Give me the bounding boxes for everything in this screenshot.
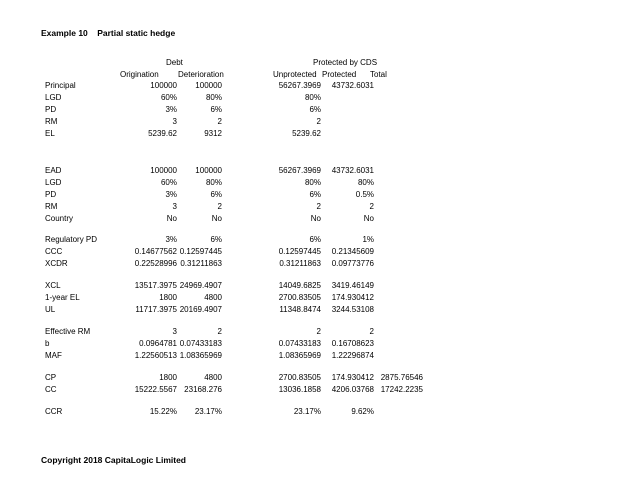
- cell-c4: 174.930412: [331, 373, 374, 382]
- cell-c3: 6%: [309, 190, 321, 199]
- row-label: UL: [45, 305, 56, 314]
- cell-c2: 0.31211863: [180, 259, 222, 268]
- cell-c2: 0.12597445: [179, 247, 222, 256]
- cell-c3: 0.12597445: [278, 247, 321, 256]
- row-label: RM: [45, 202, 58, 211]
- cell-c1: 3: [172, 327, 177, 336]
- row-label: CP: [45, 373, 57, 382]
- cell-c1: 1.22560513: [134, 351, 177, 360]
- header-protected: Protected: [322, 70, 357, 79]
- cell-c4: 0.16708623: [331, 339, 374, 348]
- row-label: EAD: [45, 166, 62, 175]
- cell-c4: No: [363, 214, 374, 223]
- row-label: CCR: [45, 407, 63, 416]
- cell-c4: 80%: [357, 178, 374, 187]
- cell-c1: 0.14677562: [134, 247, 177, 256]
- row-label: Regulatory PD: [45, 235, 98, 244]
- cell-c2: 100000: [195, 81, 222, 90]
- table-row: [0, 385, 638, 396]
- cell-c4: 174.930412: [331, 293, 374, 302]
- cell-c3: 2: [316, 202, 321, 211]
- row-label: 1-year EL: [45, 293, 80, 302]
- cell-c1: 60%: [160, 93, 177, 102]
- cell-c2: 80%: [205, 178, 222, 187]
- table-row: [0, 81, 638, 92]
- cell-c2: 20169.4907: [179, 305, 222, 314]
- cell-c1: No: [166, 214, 177, 223]
- table-row: [0, 235, 638, 246]
- row-label: Principal: [45, 81, 76, 90]
- cell-c2: 9312: [204, 129, 222, 138]
- cell-c3: 80%: [304, 93, 321, 102]
- table-row: [0, 305, 638, 316]
- header-origination: Origination: [120, 70, 159, 79]
- cell-c2: 4800: [204, 373, 222, 382]
- cell-c3: 2700.83505: [278, 373, 321, 382]
- table-row: [0, 259, 638, 270]
- row-label: CC: [45, 385, 57, 394]
- cell-c1: 3%: [165, 190, 177, 199]
- cell-c1: 11717.3975: [135, 305, 177, 314]
- row-label: MAF: [45, 351, 62, 360]
- cell-c4: 1.22296874: [331, 351, 374, 360]
- cell-c3: 6%: [309, 235, 321, 244]
- row-label: XCDR: [45, 259, 68, 268]
- cell-c4: 2: [369, 327, 374, 336]
- table-row: [0, 190, 638, 201]
- cell-c2: 80%: [205, 93, 222, 102]
- cell-c2: 1.08365969: [179, 351, 222, 360]
- table-row: [0, 178, 638, 189]
- cell-c2: 6%: [210, 235, 222, 244]
- cell-c4: 1%: [362, 235, 374, 244]
- table-row: [0, 293, 638, 304]
- cell-c2: 6%: [210, 190, 222, 199]
- table-row: [0, 407, 638, 418]
- cell-c4: 0.09773776: [331, 259, 374, 268]
- cell-c3: 2700.83505: [278, 293, 321, 302]
- cell-c3: 23.17%: [293, 407, 321, 416]
- cell-c4: 0.5%: [355, 190, 374, 199]
- row-label: PD: [45, 105, 57, 114]
- cell-c3: 11348.8474: [279, 305, 321, 314]
- cell-c2: 23.17%: [194, 407, 222, 416]
- header-deterioration: Deterioration: [178, 70, 224, 79]
- table-row: [0, 373, 638, 384]
- cell-c3: 0.07433183: [278, 339, 321, 348]
- table-row: [0, 214, 638, 225]
- cell-c3: 0.31211863: [279, 259, 321, 268]
- row-label: LGD: [45, 178, 62, 187]
- header-unprotected: Unprotected: [273, 70, 317, 79]
- table-row: [0, 327, 638, 338]
- cell-c3: 13036.1858: [278, 385, 321, 394]
- row-label: b: [45, 339, 50, 348]
- cell-c2: 6%: [210, 105, 222, 114]
- cell-c2: 24969.4907: [179, 281, 222, 290]
- table-row: [0, 117, 638, 128]
- cell-c4: 9.62%: [351, 407, 374, 416]
- cell-c1: 5239.62: [148, 129, 177, 138]
- header-debt: Debt: [166, 58, 183, 67]
- cell-c3: 56267.3969: [278, 81, 321, 90]
- cell-c3: 5239.62: [292, 129, 321, 138]
- table-row: [0, 129, 638, 140]
- cell-c4: 3419.46149: [331, 281, 374, 290]
- row-label: XCL: [45, 281, 61, 290]
- table-row: [0, 247, 638, 258]
- cell-c2: 100000: [195, 166, 222, 175]
- cell-c1: 100000: [150, 166, 177, 175]
- row-label: CCC: [45, 247, 63, 256]
- cell-c1: 15.22%: [149, 407, 177, 416]
- table-row: [0, 351, 638, 362]
- row-label: RM: [45, 117, 58, 126]
- cell-c1: 13517.3975: [134, 281, 177, 290]
- cell-c3: 56267.3969: [278, 166, 321, 175]
- cell-c2: No: [211, 214, 222, 223]
- cell-c2: 2: [217, 202, 222, 211]
- cell-c2: 4800: [204, 293, 222, 302]
- table-row: [0, 105, 638, 116]
- cell-c4: 43732.6031: [331, 166, 374, 175]
- cell-c4: 3244.53108: [331, 305, 374, 314]
- cell-c2: 0.07433183: [179, 339, 222, 348]
- cell-c4: 4206.03768: [331, 385, 374, 394]
- row-label: Country: [45, 214, 74, 223]
- row-label: PD: [45, 190, 57, 199]
- row-label: LGD: [45, 93, 62, 102]
- cell-c1: 0.22528996: [134, 259, 177, 268]
- cell-c1: 3: [172, 117, 177, 126]
- cell-c3: 2: [316, 327, 321, 336]
- cell-c5: 2875.76546: [380, 373, 423, 382]
- header-total: Total: [370, 70, 387, 79]
- row-label: Effective RM: [45, 327, 91, 336]
- cell-c1: 0.0964781: [139, 339, 177, 348]
- cell-c4: 0.21345609: [331, 247, 374, 256]
- table-row: [0, 202, 638, 213]
- table-row: [0, 166, 638, 177]
- cell-c1: 100000: [150, 81, 177, 90]
- copyright-footer: Copyright 2018 CapitaLogic Limited: [41, 455, 186, 465]
- header-protected-by-cds: Protected by CDS: [313, 58, 378, 67]
- cell-c3: 2: [316, 117, 321, 126]
- cell-c2: 2: [217, 117, 222, 126]
- cell-c1: 1800: [159, 373, 177, 382]
- cell-c1: 60%: [160, 178, 177, 187]
- page-title: Example 10 Partial static hedge: [41, 28, 176, 38]
- table-row: [0, 93, 638, 104]
- cell-c2: 2: [217, 327, 222, 336]
- cell-c3: 14049.6825: [278, 281, 321, 290]
- cell-c1: 3%: [165, 105, 177, 114]
- cell-c3: 6%: [309, 105, 321, 114]
- cell-c5: 17242.2235: [380, 385, 423, 394]
- row-label: EL: [45, 129, 55, 138]
- table-row: [0, 339, 638, 350]
- cell-c3: 1.08365969: [278, 351, 321, 360]
- cell-c1: 3%: [165, 235, 177, 244]
- table-row: [0, 281, 638, 292]
- cell-c4: 43732.6031: [331, 81, 374, 90]
- cell-c1: 3: [172, 202, 177, 211]
- cell-c4: 2: [369, 202, 374, 211]
- cell-c3: No: [310, 214, 321, 223]
- cell-c2: 23168.276: [184, 385, 222, 394]
- cell-c3: 80%: [304, 178, 321, 187]
- cell-c1: 1800: [159, 293, 177, 302]
- cell-c1: 15222.5567: [134, 385, 177, 394]
